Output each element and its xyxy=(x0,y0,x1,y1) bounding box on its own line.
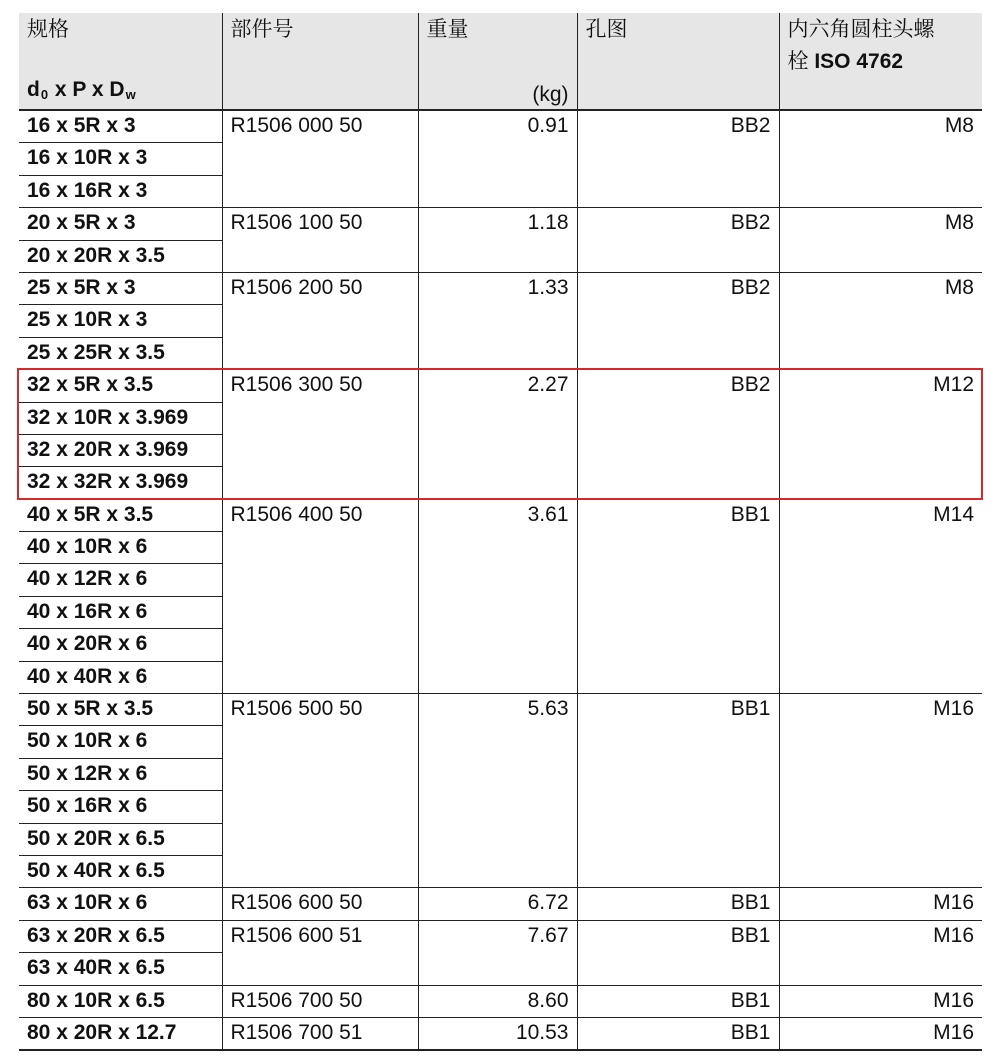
weight-cell: 1.33 xyxy=(418,272,577,369)
screw-cell: M8 xyxy=(779,208,982,273)
hole-pattern-cell: BB1 xyxy=(577,694,779,888)
spec-cell: 63 x 40R x 6.5 xyxy=(19,953,222,985)
spec-cell: 25 x 10R x 3 xyxy=(19,305,222,337)
spec-cell: 40 x 10R x 6 xyxy=(19,532,222,564)
header-screw-line1: 内六角圆柱头螺 xyxy=(787,18,935,41)
spec-cell: 50 x 40R x 6.5 xyxy=(19,855,222,887)
weight-cell: 0.91 xyxy=(418,110,577,208)
spec-cell: 40 x 12R x 6 xyxy=(19,564,222,596)
hole-pattern-cell: BB2 xyxy=(577,110,779,208)
formula-sub-0: 0 xyxy=(40,87,49,102)
spec-cell: 25 x 25R x 3.5 xyxy=(19,337,222,369)
header-weight-unit: (kg) xyxy=(532,83,569,106)
spec-cell: 32 x 10R x 3.969 xyxy=(19,402,222,434)
header-weight xyxy=(418,13,577,110)
hole-pattern-cell: BB1 xyxy=(577,920,779,985)
formula-sub-w: w xyxy=(125,87,136,102)
part-number-cell: R1506 600 51 xyxy=(222,920,418,985)
spec-cell: 40 x 5R x 3.5 xyxy=(19,499,222,531)
hole-pattern-cell: BB1 xyxy=(577,888,779,920)
hole-pattern-cell: BB2 xyxy=(577,370,779,500)
screw-cell: M16 xyxy=(779,694,982,888)
part-number-cell: R1506 300 50 xyxy=(222,370,418,500)
spec-cell: 80 x 10R x 6.5 xyxy=(19,985,222,1017)
header-spec xyxy=(19,13,222,110)
spec-table xyxy=(19,13,982,1051)
table-row xyxy=(19,208,982,240)
header-part-title: 部件号 xyxy=(230,18,294,41)
table-row xyxy=(19,272,982,304)
hole-pattern-cell: BB1 xyxy=(577,1017,779,1050)
screw-cell: M16 xyxy=(779,920,982,985)
spec-cell: 50 x 10R x 6 xyxy=(19,726,222,758)
weight-cell: 3.61 xyxy=(418,499,577,693)
table-row xyxy=(19,499,982,531)
weight-cell: 7.67 xyxy=(418,920,577,985)
spec-cell: 50 x 12R x 6 xyxy=(19,758,222,790)
part-number-cell: R1506 100 50 xyxy=(222,208,418,273)
spec-cell: 40 x 16R x 6 xyxy=(19,596,222,628)
spec-cell: 50 x 5R x 3.5 xyxy=(19,694,222,726)
header-hole xyxy=(577,13,779,110)
table-row xyxy=(19,694,982,726)
spec-cell: 50 x 16R x 6 xyxy=(19,791,222,823)
hole-pattern-cell: BB2 xyxy=(577,272,779,369)
part-number-cell: R1506 700 50 xyxy=(222,985,418,1017)
part-number-cell: R1506 700 51 xyxy=(222,1017,418,1050)
table-body xyxy=(19,110,982,1050)
header-screw-prefix: 栓 xyxy=(787,50,815,73)
spec-cell: 63 x 10R x 6 xyxy=(19,888,222,920)
hole-pattern-cell: BB1 xyxy=(577,499,779,693)
screw-cell: M16 xyxy=(779,1017,982,1050)
spec-cell: 20 x 5R x 3 xyxy=(19,208,222,240)
spec-cell: 16 x 5R x 3 xyxy=(19,110,222,143)
weight-cell: 6.72 xyxy=(418,888,577,920)
table-row xyxy=(19,920,982,952)
spec-cell: 25 x 5R x 3 xyxy=(19,272,222,304)
spec-cell: 63 x 20R x 6.5 xyxy=(19,920,222,952)
weight-cell: 5.63 xyxy=(418,694,577,888)
part-number-cell: R1506 000 50 xyxy=(222,110,418,208)
spec-cell: 16 x 10R x 3 xyxy=(19,143,222,175)
spec-cell: 80 x 20R x 12.7 xyxy=(19,1017,222,1050)
weight-cell: 8.60 xyxy=(418,985,577,1017)
table-row xyxy=(19,1017,982,1050)
header-screw-line2 xyxy=(788,45,975,77)
spec-cell: 32 x 20R x 3.969 xyxy=(19,434,222,466)
part-number-cell: R1506 200 50 xyxy=(222,272,418,369)
part-number-cell: R1506 400 50 xyxy=(222,499,418,693)
screw-cell: M16 xyxy=(779,985,982,1017)
weight-cell: 10.53 xyxy=(418,1017,577,1050)
hole-pattern-cell: BB1 xyxy=(577,985,779,1017)
formula-d: d xyxy=(27,78,40,101)
header-screw xyxy=(779,13,982,110)
header-row xyxy=(19,13,982,110)
header-part xyxy=(222,13,418,110)
table-row xyxy=(19,985,982,1017)
header-spec-formula xyxy=(27,76,214,109)
weight-cell: 1.18 xyxy=(418,208,577,273)
screw-cell: M16 xyxy=(779,888,982,920)
part-number-cell: R1506 500 50 xyxy=(222,694,418,888)
header-hole-title: 孔图 xyxy=(585,18,628,41)
table-row xyxy=(19,370,982,402)
spec-cell: 32 x 5R x 3.5 xyxy=(19,370,222,402)
weight-cell: 2.27 xyxy=(418,370,577,500)
table-header xyxy=(19,13,982,110)
hole-pattern-cell: BB2 xyxy=(577,208,779,273)
spec-cell: 40 x 20R x 6 xyxy=(19,629,222,661)
header-screw-standard: ISO 4762 xyxy=(814,50,904,73)
formula-mid: x P x D xyxy=(49,78,125,101)
spec-cell: 40 x 40R x 6 xyxy=(19,661,222,693)
header-weight-title: 重量 xyxy=(426,18,469,41)
screw-cell: M8 xyxy=(779,110,982,208)
screw-cell: M12 xyxy=(779,370,982,500)
spec-cell: 50 x 20R x 6.5 xyxy=(19,823,222,855)
spec-cell: 16 x 16R x 3 xyxy=(19,175,222,207)
screw-cell: M14 xyxy=(779,499,982,693)
table-row xyxy=(19,110,982,143)
part-number-cell: R1506 600 50 xyxy=(222,888,418,920)
header-spec-title: 规格 xyxy=(27,18,69,41)
table-row xyxy=(19,888,982,920)
spec-cell: 32 x 32R x 3.969 xyxy=(19,467,222,499)
screw-cell: M8 xyxy=(779,272,982,369)
spec-cell: 20 x 20R x 3.5 xyxy=(19,240,222,272)
